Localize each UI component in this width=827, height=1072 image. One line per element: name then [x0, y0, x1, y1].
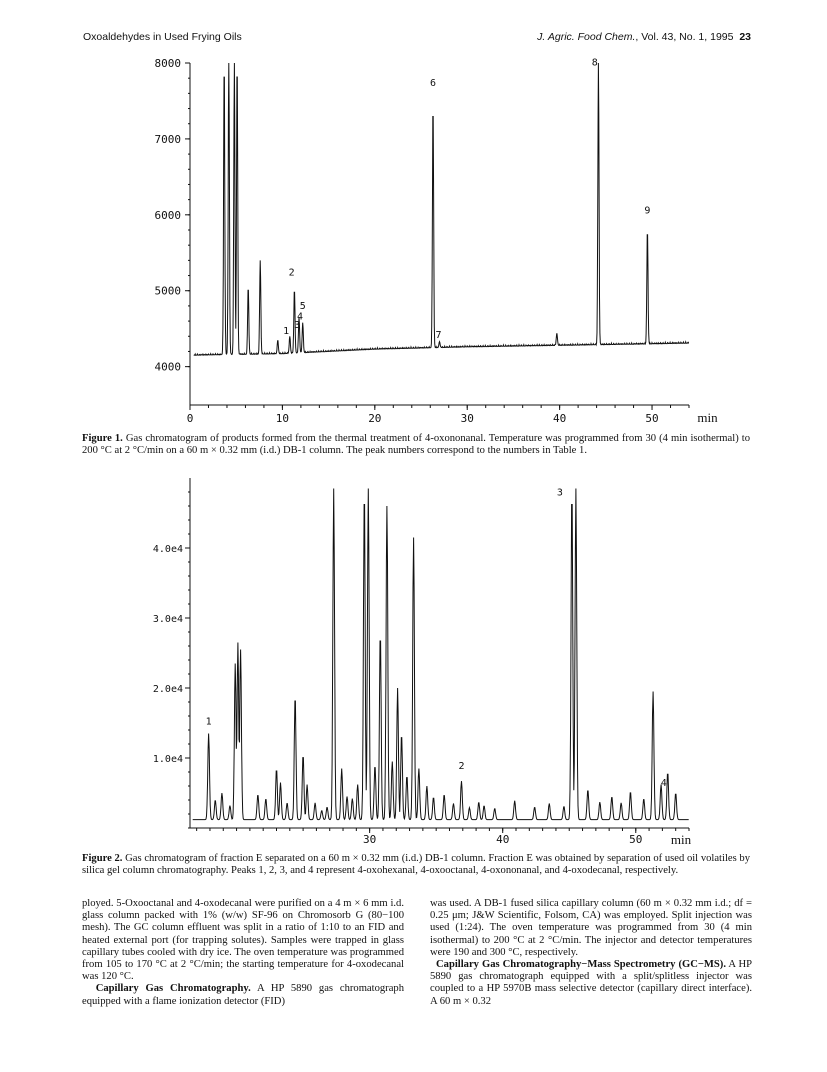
- y-tick-label: 5000: [154, 284, 181, 298]
- section-heading: Capillary Gas Chromatography−Mass Spectrometry (GC−MS).: [436, 959, 726, 971]
- y-tick-label: 7000: [154, 132, 181, 146]
- x-tick-label: 30: [460, 412, 474, 425]
- y-tick-label: 4000: [154, 360, 181, 374]
- peak-label: 6: [430, 77, 437, 89]
- figure-2-caption: [82, 853, 750, 878]
- peak-label: 5: [299, 300, 306, 312]
- page-number: 23: [739, 31, 751, 43]
- y-tick-label: 1.0e4: [152, 754, 183, 765]
- x-tick-label: 50: [645, 412, 659, 425]
- peak-label: 7: [435, 329, 442, 341]
- x-axis-label: min: [697, 410, 718, 425]
- running-header-left: Oxoaldehydes in Used Frying Oils: [83, 31, 242, 43]
- figure-2-caption-text: Gas chromatogram of fraction E separated on a 60 m × 0.32 mm (i.d.) DB-1 column. Fraction E was obtained by separation of used oil volatiles by silica gel column chromatography. Peaks 1, 2, 3, and 4 represent 4-oxohexanal, 4-oxooctanal, 4-oxononanal, and 4-oxodecanal, respectively.: [82, 853, 750, 877]
- x-tick-label: 40: [496, 833, 510, 846]
- peak-label: 1: [205, 716, 212, 728]
- x-tick-label: 10: [275, 412, 290, 425]
- peak-label: 4: [296, 311, 303, 323]
- peak-label: 3: [556, 487, 563, 499]
- figure-1-caption-text: Gas chromatogram of products formed from the thermal treatment of 4-oxononanal. Temperature was programmed from 30 (4 min isothermal) to 200 °C at 2 °C/min on a 60 m × 0.32 mm (i.d.) DB-1 column. The peak numbers correspond to the numbers in Table 1.: [82, 433, 750, 457]
- peak-label: 9: [644, 205, 651, 217]
- figure-1-label: Figure 1.: [82, 433, 123, 444]
- x-tick-label: 50: [629, 833, 643, 846]
- y-tick-label: 8000: [154, 57, 181, 70]
- x-axis-label: min: [670, 832, 692, 847]
- section-heading: Capillary Gas Chromatography.: [95, 983, 251, 995]
- x-tick-label: 40: [553, 412, 567, 425]
- x-tick-label: 30: [363, 833, 377, 846]
- journal-name: J. Agric. Food Chem.: [537, 31, 636, 43]
- peak-label: 1: [283, 325, 290, 337]
- peak-label: 3: [294, 319, 301, 331]
- body-column-left: [82, 898, 404, 1008]
- body-paragraph: A HP 5890 gas chromatograph equipped with a split/splitless injector was coupled to a HP 5970B mass selective detector (capillary direct interface). A 60 m × 0.32: [430, 959, 752, 1007]
- y-tick-label: 4.0e4: [152, 544, 183, 555]
- x-tick-label: 0: [186, 412, 194, 425]
- y-tick-label: 6000: [154, 208, 181, 222]
- chromatogram-trace: [193, 489, 689, 820]
- peak-label: 2: [288, 267, 295, 279]
- y-tick-label: 2.0e4: [152, 684, 183, 695]
- body-column-right: [430, 898, 752, 1008]
- figure-2-label: Figure 2.: [82, 853, 123, 864]
- peak-label: 4: [660, 778, 667, 789]
- peak-label: 8: [591, 57, 598, 69]
- peak-label: 2: [458, 761, 465, 773]
- x-tick-label: 20: [368, 412, 382, 425]
- body-paragraph: was used. A DB-1 fused silica capillary column (60 m × 0.32 mm i.d.; df = 0.25 μm; J&W Scientific, Folsom, CA) was employed. Split injection was used (1:24). The oven temperature was programmed from 30 (4 min isothermal) to 200 °C at 2 °C/min. The injector and detector temperatures were 190 and 300 °C, respectively.: [430, 898, 752, 958]
- body-paragraph: A HP 5890 gas chromatograph equipped with a flame ionization detector (FID): [82, 983, 404, 1007]
- y-tick-label: 3.0e4: [152, 614, 183, 625]
- body-paragraph: ployed. 5-Oxooctanal and 4-oxodecanal were purified on a 4 m × 6 mm i.d. glass column packed with 1% (w/w) SF-96 on Chromosorb G (80−100 mesh). The GC column effluent was split in a ratio of 1:10 to an FID and heated external port (for trapping solutes). Samples were trapped in glass capillary tubes cooled with dry ice. The oven temperature was programmed from 105 to 170 °C at 2 °C/min; the starting temperature for 4-oxodecanal was 120 °C.: [82, 898, 404, 983]
- journal-volume: , Vol. 43, No. 1, 1995: [635, 31, 734, 43]
